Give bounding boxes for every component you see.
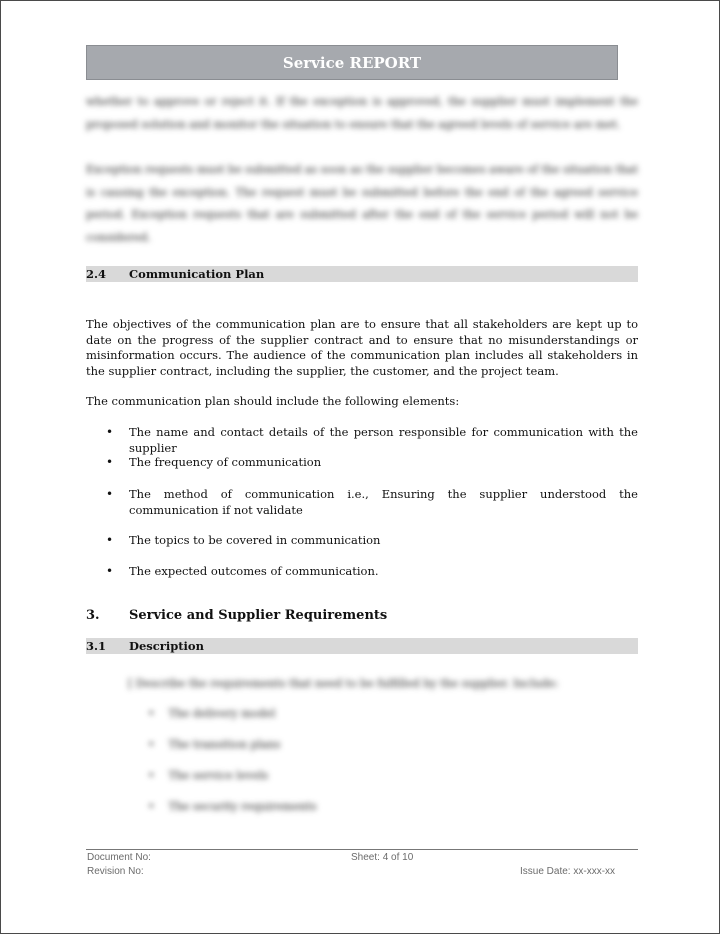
list-item-text: The expected outcomes of communication. bbox=[129, 564, 379, 578]
section-title: Communication Plan bbox=[129, 267, 265, 281]
footer-divider bbox=[86, 849, 638, 850]
bullet-icon: • bbox=[148, 800, 155, 813]
blurred-list-intro: [ Describe the requirements that need to be fulfilled by the supplier. Include: bbox=[128, 677, 559, 690]
section-number: 2.4 bbox=[86, 267, 107, 281]
section-title: Description bbox=[129, 639, 204, 653]
bullet-icon: • bbox=[106, 455, 114, 469]
footer-sheet-number: Sheet: 4 of 10 bbox=[351, 852, 414, 863]
bullet-icon: • bbox=[148, 707, 155, 720]
footer-document-no: Document No: bbox=[87, 852, 151, 863]
list-item-text: The security requirements bbox=[168, 800, 317, 813]
communication-plan-paragraph: The objectives of the communication plan are to ensure that all stakeholders are kept up to date on the progress of the supplier contract and to ensure that no misunderstandings or misinformation occurs. The audience of the communication plan includes all stakeholders in the supplier contract, including the supplier, the customer, and the project team. bbox=[86, 317, 638, 378]
bullet-icon: • bbox=[148, 769, 155, 782]
bullet-icon: • bbox=[106, 564, 114, 578]
bullet-icon: • bbox=[148, 738, 155, 751]
list-item bbox=[148, 800, 317, 813]
list-item-text: The delivery model bbox=[168, 707, 276, 720]
footer-issue-date: Issue Date: xx-xxx-xx bbox=[520, 866, 616, 877]
list-item-text: The method of communication i.e., Ensuring the supplier understood the communication if not validate bbox=[129, 487, 638, 517]
list-item-text: The service levels bbox=[168, 769, 269, 782]
list-item-text: The topics to be covered in communication bbox=[129, 533, 381, 547]
blurred-paragraph-1: whether to approve or reject it. If the exception is approved, the supplier must implement the proposed solution and monitor the situation to ensure that the agreed levels of service are met. bbox=[86, 95, 638, 131]
section-3-1-header bbox=[86, 638, 638, 654]
list-item-text: The transition plans bbox=[168, 738, 281, 751]
list-item-text: The name and contact details of the person responsible for communication with the supplier bbox=[129, 425, 638, 455]
section-number: 3.1 bbox=[86, 639, 107, 653]
section-title: Service and Supplier Requirements bbox=[129, 608, 388, 623]
bullet-icon: • bbox=[106, 425, 114, 439]
section-2-4-header bbox=[86, 266, 638, 282]
list-item-text: The frequency of communication bbox=[129, 455, 322, 469]
communication-plan-intro: The communication plan should include the following elements: bbox=[86, 394, 460, 408]
blurred-paragraph-2: Exception requests must be submitted as soon as the supplier becomes aware of the situation that is causing the exception. The request must be submitted before the end of the agreed service period. Exception requests that are submitted after the end of the service period will not be considered. bbox=[86, 163, 638, 244]
section-number: 3. bbox=[86, 608, 100, 623]
document-title: Service REPORT bbox=[282, 53, 422, 72]
list-item bbox=[148, 769, 268, 782]
list-item bbox=[148, 707, 275, 720]
bullet-icon: • bbox=[106, 487, 114, 501]
bullet-icon: • bbox=[106, 533, 114, 547]
document-title-banner bbox=[86, 45, 618, 80]
footer-revision-no: Revision No: bbox=[87, 866, 144, 877]
list-item bbox=[148, 738, 280, 751]
